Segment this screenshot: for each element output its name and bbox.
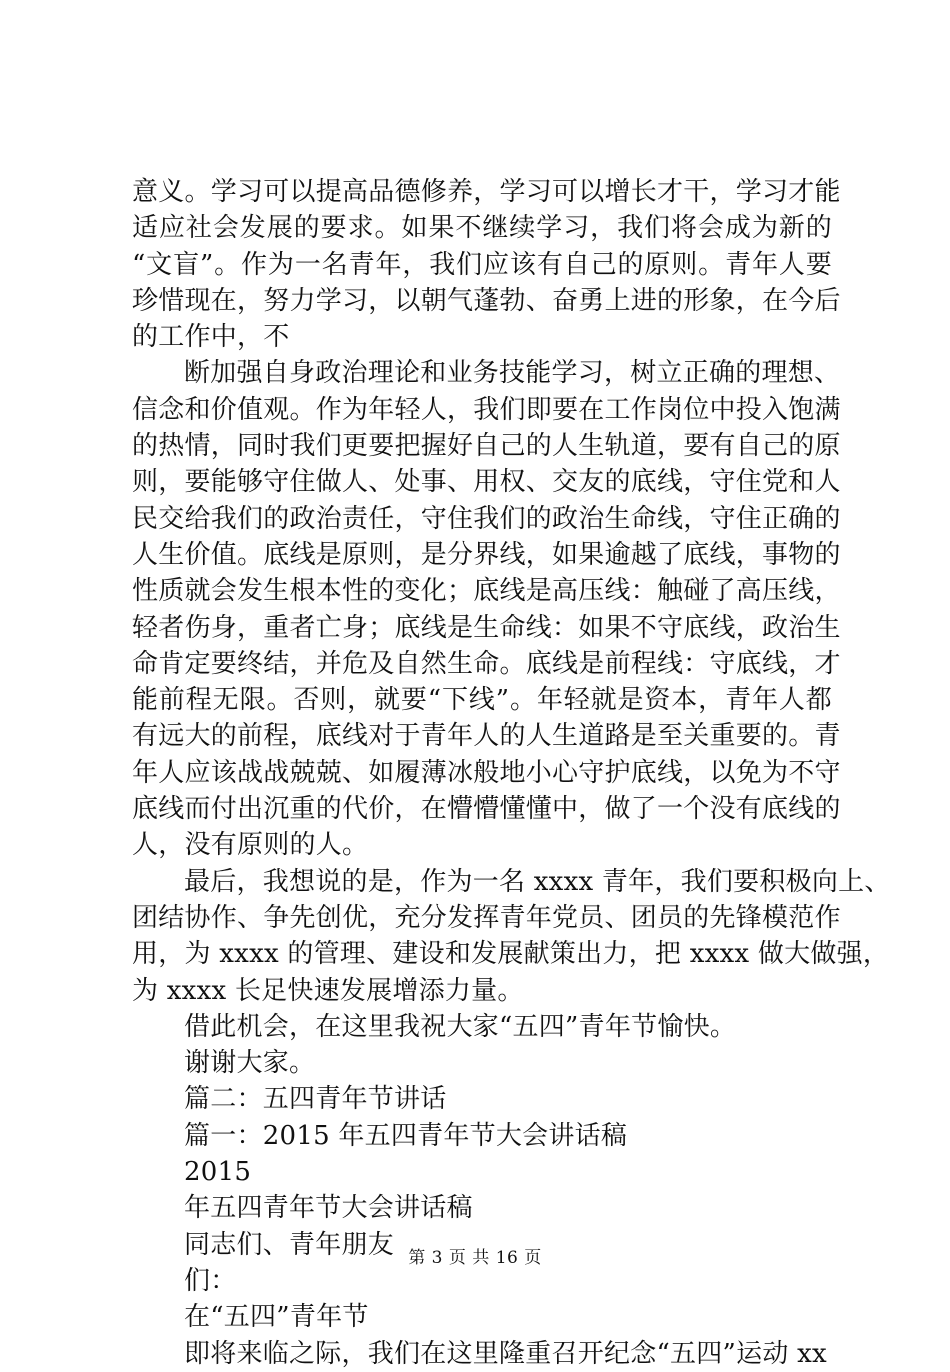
text-line: 人，没有原则的人。 <box>132 830 369 861</box>
text-line: 最后，我想说的是，作为一名 xxxx 青年，我们要积极向上、 <box>184 866 891 897</box>
text-line: 篇二：五四青年节讲话 <box>184 1084 447 1115</box>
text-line: 在“五四”青年节 <box>184 1302 369 1333</box>
text-line: 为 xxxx 长足快速发展增添力量。 <box>132 975 524 1006</box>
text-line: 民交给我们的政治责任，守住我们的政治生命线，守住正确的 <box>132 503 841 534</box>
text-line: 则，要能够守住做人、处事、用权、交友的底线，守住党和人 <box>132 467 841 498</box>
text-line: 年五四青年节大会讲话稿 <box>184 1193 473 1224</box>
text-line: 用，为 xxxx 的管理、建设和发展献策出力，把 xxxx 做大做强， <box>132 939 890 970</box>
text-line: 即将来临之际，我们在这里隆重召开纪念“五四”运动 xx <box>184 1338 827 1369</box>
page-number-footer: 第 3 页 共 16 页 <box>408 1248 542 1268</box>
text-line: 谢谢大家。 <box>184 1048 316 1079</box>
text-line: 有远大的前程，底线对于青年人的人生道路是至关重要的。青 <box>132 721 841 752</box>
text-line: 的工作中，不 <box>132 322 290 353</box>
text-line: 意义。学习可以提高品德修养，学习可以增长才干，学习才能 <box>132 177 841 207</box>
text-line: 的热情，同时我们更要把握好自己的人生轨道，要有自己的原 <box>132 431 841 462</box>
text-line: 信念和价值观。作为年轻人，我们即要在工作岗位中投入饱满 <box>132 394 841 425</box>
text-line: 适应社会发展的要求。如果不继续学习，我们将会成为新的 <box>132 213 832 244</box>
text-line: 轻者伤身，重者亡身；底线是生命线：如果不守底线，政治生 <box>132 612 841 643</box>
text-line: “文盲”。作为一名青年，我们应该有自己的原则。青年人要 <box>132 249 832 280</box>
text-line: 年人应该战战兢兢、如履薄冰般地小心守护底线，以免为不守 <box>132 757 841 788</box>
text-line: 人生价值。底线是原则，是分界线，如果逾越了底线，事物的 <box>132 539 841 570</box>
text-line: 借此机会，在这里我祝大家“五四”青年节愉快。 <box>184 1011 737 1042</box>
text-line: 同志们、青年朋友 <box>184 1229 395 1260</box>
text-line: 性质就会发生根本性的变化；底线是高压线：触碰了高压线， <box>132 576 841 607</box>
text-line: 团结协作、争先创优，充分发挥青年党员、团员的先锋模范作 <box>132 902 841 933</box>
text-line: 命肯定要终结，并危及自然生命。底线是前程线：守底线，才 <box>132 648 841 679</box>
text-line: 底线而付出沉重的代价，在懵懵懂懂中，做了一个没有底线的 <box>132 794 841 825</box>
document-body <box>132 174 891 1372</box>
text-line: 珍惜现在，努力学习，以朝气蓬勃、奋勇上进的形象，在今后 <box>132 285 841 316</box>
text-line: 能前程无限。否则，就要“下线”。年轻就是资本，青年人都 <box>132 685 832 716</box>
text-line: 篇一：2015 年五四青年节大会讲话稿 <box>184 1120 628 1151</box>
text-line: 们： <box>184 1265 237 1296</box>
text-line: 断加强自身政治理论和业务技能学习，树立正确的理想、 <box>184 358 841 389</box>
text-line: 2015 <box>184 1157 252 1188</box>
